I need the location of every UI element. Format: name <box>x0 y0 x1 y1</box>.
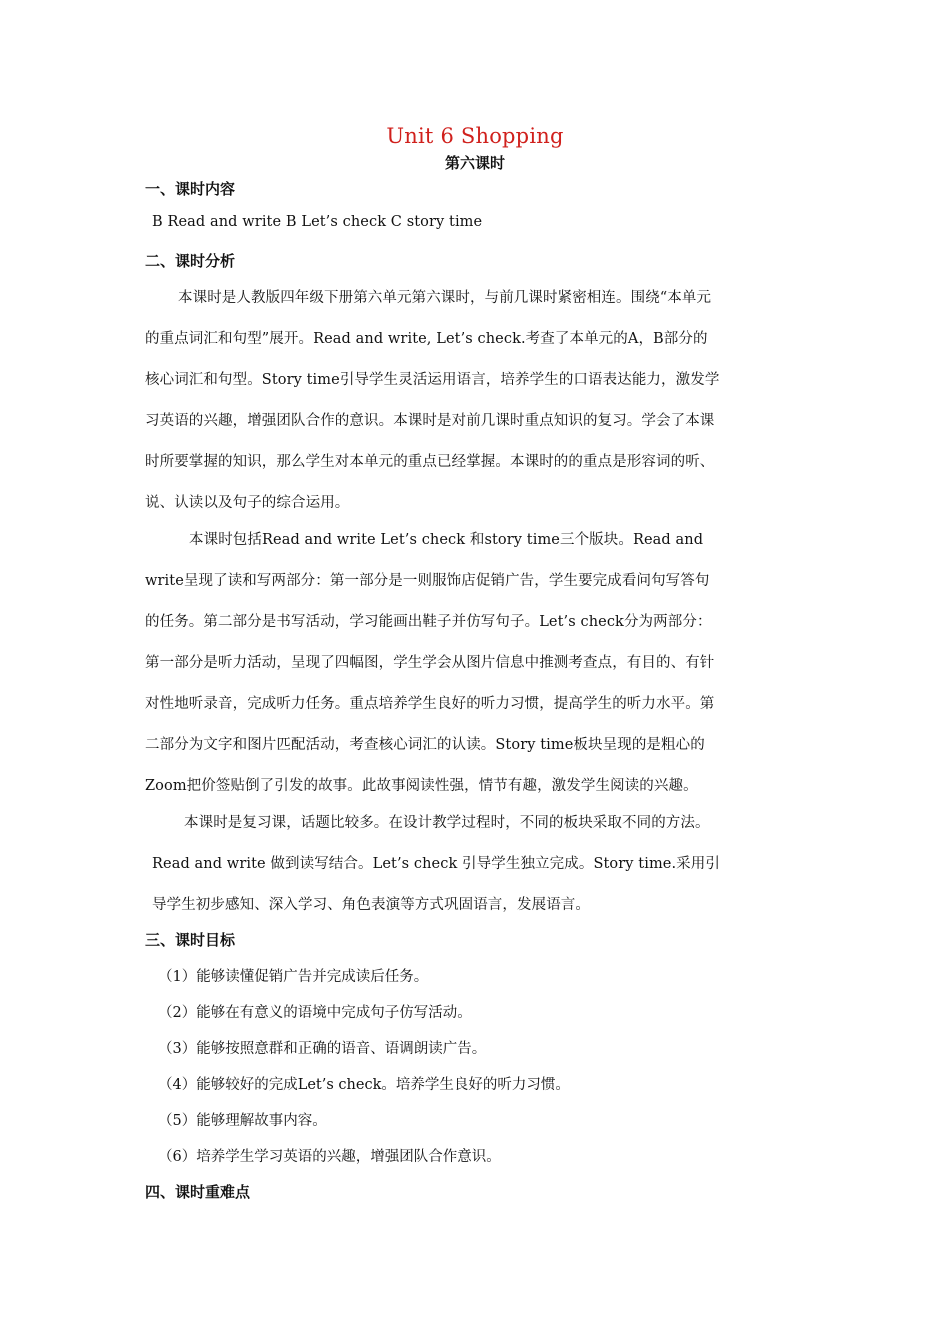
content-text: B Read and write B Let’s check C story time <box>152 214 483 230</box>
analysis-line: 本课时包括Read and write Let’s check 和story time三个版块。Read and <box>189 532 704 548</box>
objective-item: （3）能够按照意群和正确的语音、语调朗读广告。 <box>158 1041 487 1057</box>
document-subtitle: 第六课时 <box>444 154 505 172</box>
analysis-line: Read and write 做到读写结合。Let’s check 引导学生独立完成。Story time.采用引 <box>152 856 720 872</box>
analysis-line: 习英语的兴趣，增强团队合作的意识。本课时是对前几课时重点知识的复习。学会了本课 <box>145 413 715 429</box>
analysis-line: 核心词汇和句型。Story time引导学生灵活运用语言，培养学生的口语表达能力，激发学 <box>145 372 720 388</box>
objective-item: （1）能够读懂促销广告并完成读后任务。 <box>158 969 429 985</box>
analysis-line: 本课时是人教版四年级下册第六单元第六课时，与前几课时紧密相连。围绕“本单元 <box>178 290 712 306</box>
analysis-line: Zoom把价签贴倒了引发的故事。此故事阅读性强，情节有趣，激发学生阅读的兴趣。 <box>145 778 698 794</box>
analysis-line: 导学生初步感知、深入学习、角色表演等方式巩固语言，发展语言。 <box>152 897 590 913</box>
analysis-line: write呈现了读和写两部分：第一部分是一则服饰店促销广告，学生要完成看问句写答句 <box>145 573 710 589</box>
section-heading-objectives: 三、课时目标 <box>145 931 236 949</box>
section-heading-content: 一、课时内容 <box>145 180 236 198</box>
objective-item: （2）能够在有意义的语境中完成句子仿写活动。 <box>158 1005 472 1021</box>
section-heading-analysis: 二、课时分析 <box>145 252 236 270</box>
section-heading-difficulties: 四、课时重难点 <box>145 1183 251 1201</box>
objective-item: （4）能够较好的完成Let’s check。培养学生良好的听力习惯。 <box>158 1077 570 1093</box>
objective-item: （5）能够理解故事内容。 <box>158 1113 327 1129</box>
analysis-line: 本课时是复习课，话题比较多。在设计教学过程时，不同的板块采取不同的方法。 <box>184 815 710 831</box>
analysis-line: 二部分为文字和图片匹配活动，考查核心词汇的认读。Story time板块呈现的是粗心的 <box>145 737 705 753</box>
analysis-line: 说、认读以及句子的综合运用。 <box>145 495 350 511</box>
analysis-line: 第一部分是听力活动，呈现了四幅图，学生学会从图片信息中推测考查点，有目的、有针 <box>145 655 715 671</box>
analysis-line: 时所要掌握的知识，那么学生对本单元的重点已经掌握。本课时的的重点是形容词的听、 <box>145 454 715 470</box>
analysis-line: 的重点词汇和句型”展开。Read and write, Let’s check.考查了本单元的A，B部分的 <box>145 331 708 347</box>
document-title: Unit 6 Shopping <box>386 124 564 148</box>
objective-item: （6）培养学生学习英语的兴趣，增强团队合作意识。 <box>158 1149 501 1165</box>
analysis-line: 的任务。第二部分是书写活动，学习能画出鞋子并仿写句子。Let’s check分为两部分： <box>145 614 712 630</box>
analysis-line: 对性地听录音，完成听力任务。重点培养学生良好的听力习惯，提高学生的听力水平。第 <box>145 696 715 712</box>
